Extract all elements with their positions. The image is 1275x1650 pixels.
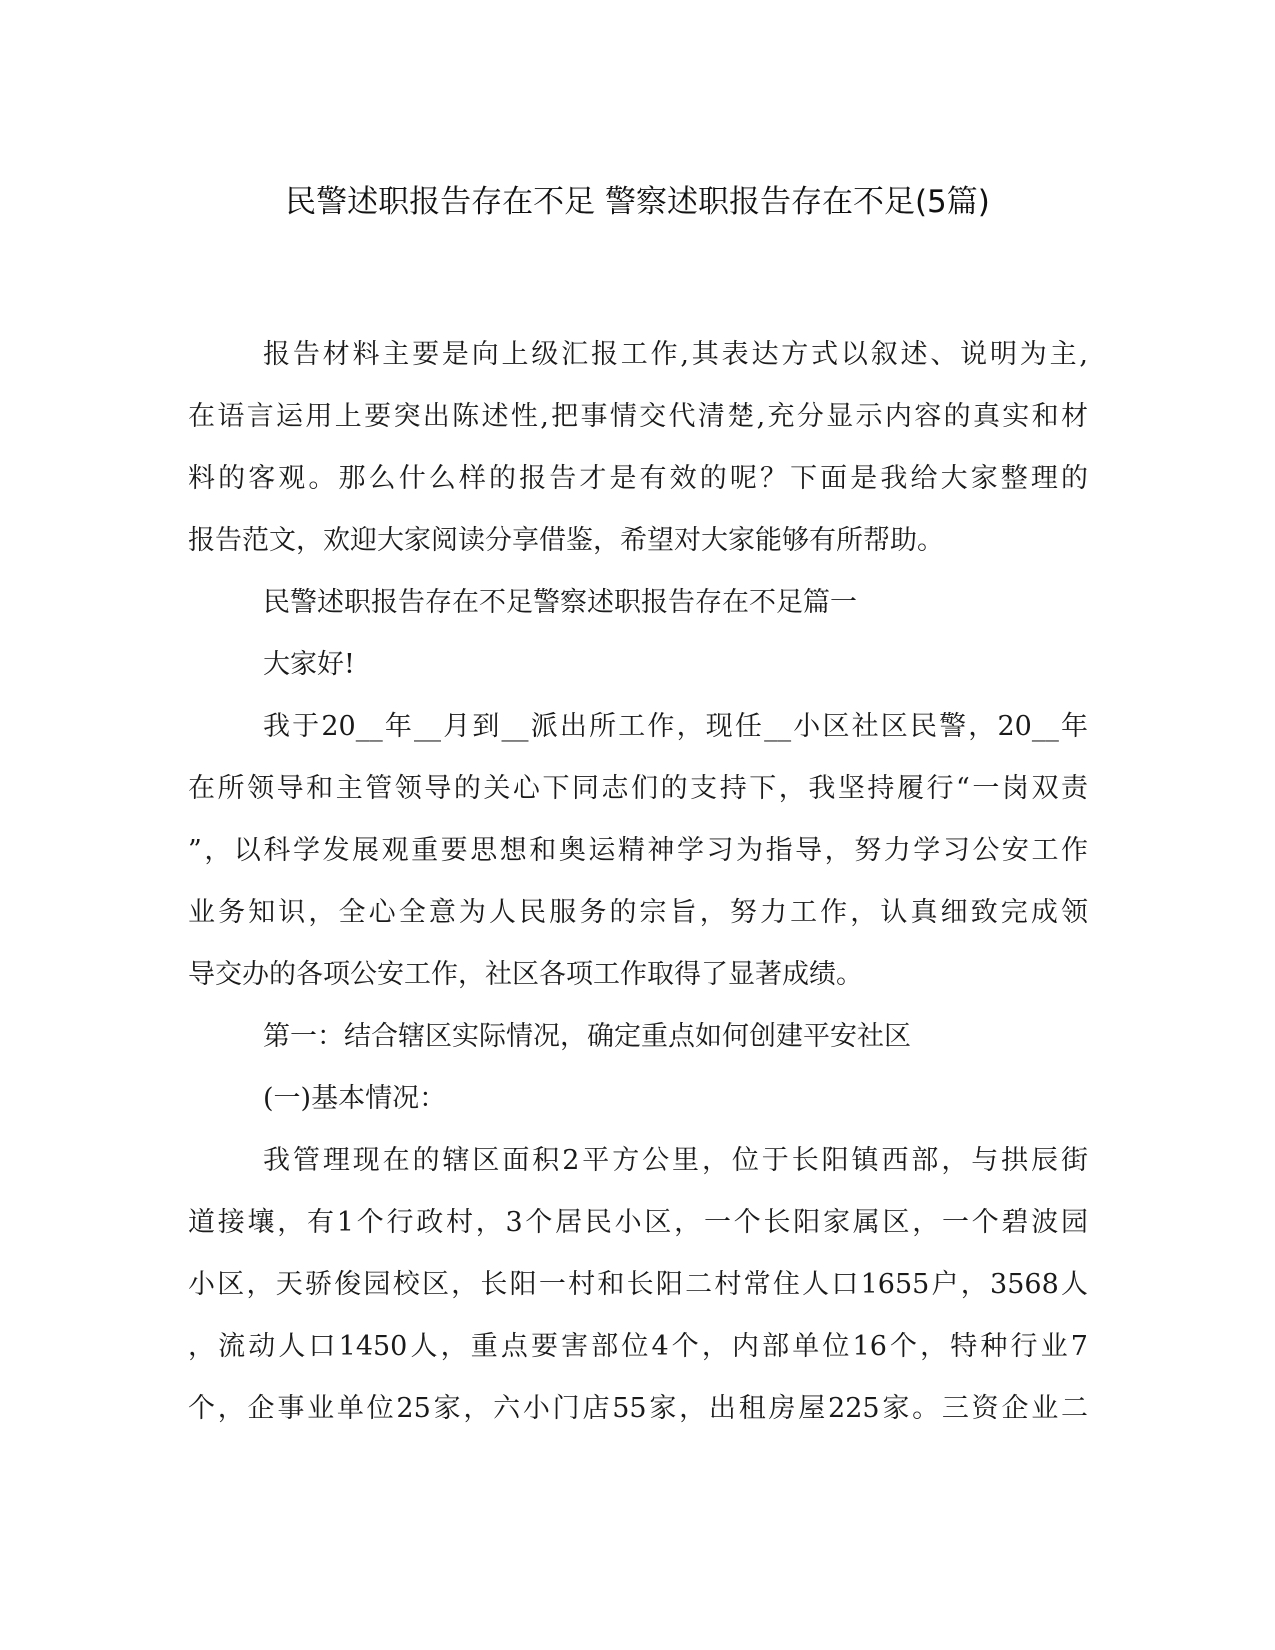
text-line: 在语言运用上要突出陈述性,把事情交代清楚,充分显示内容的真实和材 — [188, 401, 1088, 432]
text-line: 民警述职报告存在不足警察述职报告存在不足篇一 — [263, 587, 857, 618]
text-line: ”，以科学发展观重要思想和奥运精神学习为指导，努力学习公安工作 — [188, 835, 1088, 866]
text-line: ，流动人口1450人，重点要害部位4个，内部单位16个，特种行业7 — [188, 1331, 1088, 1362]
text-line: 报告范文，欢迎大家阅读分享借鉴，希望对大家能够有所帮助。 — [188, 525, 944, 556]
text-line: (一)基本情况： — [263, 1083, 447, 1114]
text-line: 在所领导和主管领导的关心下同志们的支持下，我坚持履行“一岗双责 — [188, 773, 1088, 804]
text-line: 第一：结合辖区实际情况，确定重点如何创建平安社区 — [263, 1021, 911, 1052]
document-body — [188, 324, 1088, 1440]
text-line: 道接壤，有1个行政村，3个居民小区，一个长阳家属区，一个碧波园 — [188, 1207, 1088, 1238]
text-line: 导交办的各项公安工作，社区各项工作取得了显著成绩。 — [188, 959, 863, 990]
text-line: 我管理现在的辖区面积2平方公里，位于长阳镇西部，与拱辰街 — [263, 1145, 1088, 1176]
text-line: 我于20__年__月到__派出所工作，现任__小区社区民警，20__年 — [263, 711, 1088, 742]
text-line: 业务知识，全心全意为人民服务的宗旨，努力工作，认真细致完成领 — [188, 897, 1088, 928]
text-line: 个，企事业单位25家，六小门店55家，出租房屋225家。三资企业二 — [188, 1393, 1088, 1424]
text-line: 报告材料主要是向上级汇报工作,其表达方式以叙述、说明为主, — [263, 339, 1088, 370]
document-title: 民警述职报告存在不足 警察述职报告存在不足(5篇) — [285, 184, 990, 220]
text-line: 大家好! — [263, 649, 355, 680]
text-line: 小区，天骄俊园校区，长阳一村和长阳二村常住人口1655户，3568人 — [188, 1269, 1088, 1300]
text-line: 料的客观。那么什么样的报告才是有效的呢？下面是我给大家整理的 — [188, 463, 1088, 494]
